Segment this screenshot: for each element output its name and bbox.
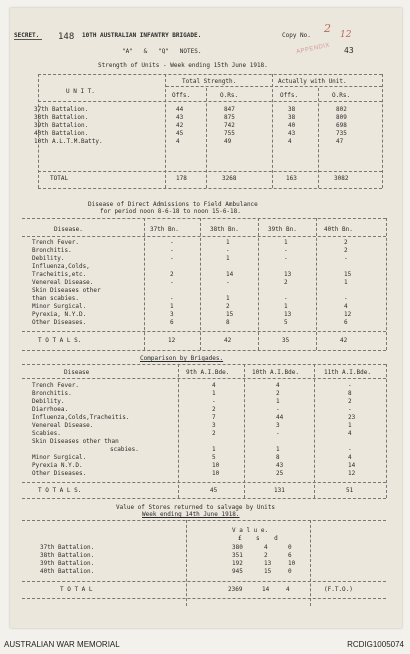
strength-row-actual-ors: 735 (336, 130, 347, 137)
col-divider (314, 364, 315, 498)
strength-row-offs: 44 (176, 106, 184, 113)
col-divider (178, 364, 179, 498)
admissions-row-value: - (170, 255, 174, 262)
appendix-stamp: APPENDIX (295, 42, 331, 56)
salvage-total-s: 14 (262, 586, 270, 593)
notes-heading: "A" & "Q" NOTES. (122, 48, 202, 55)
admissions-row-value: - (170, 247, 174, 254)
cmp-col-disease: Disease (64, 369, 90, 376)
salvage-week: Week ending 14th June 1918. (142, 511, 240, 518)
strength-row-actual-offs: 38 (288, 114, 296, 121)
admissions-row-value: 5 (284, 319, 288, 326)
salvage-row-shillings: 15 (264, 568, 272, 575)
page-number: 43 (344, 46, 354, 55)
rule (22, 378, 386, 379)
doc-number: 148 (58, 32, 75, 42)
table-edge (382, 74, 383, 188)
cmp-col-10th: 10th A.I.Bde. (252, 369, 299, 376)
rule (22, 350, 386, 351)
admissions-title: Disease of Direct Admissions to Field Ambulance (88, 201, 258, 208)
strength-row-ors: 755 (224, 130, 235, 137)
adm-total-40: 42 (340, 337, 348, 344)
strength-row-actual-offs: 4 (288, 138, 292, 145)
adm-total-38: 42 (224, 337, 232, 344)
rule (22, 520, 386, 521)
admissions-row-value: 3 (170, 311, 174, 318)
comparison-row-disease: Venereal Disease. (32, 422, 94, 429)
cmp-total-10th: 131 (274, 487, 285, 494)
admissions-row-value: 2 (226, 303, 230, 310)
comparison-row-disease: scabies. (110, 446, 139, 453)
admissions-row-value: 13 (284, 271, 292, 278)
comparison-row-value: 1 (276, 398, 280, 405)
salvage-row-unit: 38th Battalion. (40, 552, 95, 559)
admissions-row-disease: Minor Surgical. (32, 303, 87, 310)
comparison-row-disease: Minor Surgical. (32, 454, 87, 461)
comparison-row-disease: Other Diseases. (32, 470, 87, 477)
comparison-row-value: 2 (276, 390, 280, 397)
admissions-row-value: 4 (344, 303, 348, 310)
strength-row-actual-ors: 809 (336, 114, 347, 121)
strength-row-actual-ors: 698 (336, 122, 347, 129)
strength-row-actual-offs: 40 (288, 122, 296, 129)
strength-row-offs: 4 (176, 138, 180, 145)
cmp-total-11th: 51 (346, 487, 354, 494)
sub-offs-2: Offs. (280, 92, 299, 99)
strength-actual-ors: 3082 (334, 175, 349, 182)
admissions-row-disease: Trench Fever. (32, 239, 79, 246)
comparison-row-value: 8 (276, 454, 280, 461)
salvage-row-pence: 0 (288, 568, 292, 575)
strength-row-unit: 37th Battalion. (34, 106, 89, 113)
strength-row-ors: 875 (224, 114, 235, 121)
admissions-row-value: 2 (344, 239, 348, 246)
document-page (10, 8, 402, 628)
comparison-row-value: 2 (212, 430, 216, 437)
comparison-row-value: - (212, 398, 216, 405)
admissions-row-value: 1 (226, 255, 230, 262)
sub-ors-1: O.Rs. (220, 92, 239, 99)
col-divider (318, 88, 319, 188)
comparison-row-value: 1 (212, 446, 216, 453)
comparison-row-value: 2 (348, 398, 352, 405)
col-divider (310, 520, 311, 606)
strength-row-actual-ors: 47 (336, 138, 344, 145)
admissions-row-disease: than scabies. (32, 295, 79, 302)
comparison-row-value: 25 (276, 470, 284, 477)
admissions-row-value: 1 (344, 279, 348, 286)
admissions-row-value: 15 (344, 271, 352, 278)
admissions-row-value: - (284, 247, 288, 254)
rule (22, 482, 386, 483)
salvage-row-shillings: 4 (264, 544, 268, 551)
brigade-title: 10TH AUSTRALIAN INFANTRY BRIGADE. (82, 32, 202, 39)
rule (22, 236, 386, 237)
admissions-row-value: 1 (226, 295, 230, 302)
footer-right: RCDIG1005074 (347, 640, 404, 649)
cmp-total-9th: 45 (210, 487, 218, 494)
strength-row-offs: 45 (176, 130, 184, 137)
comparison-row-disease: Trench Fever. (32, 382, 79, 389)
rule (38, 188, 382, 189)
strength-row-actual-ors: 802 (336, 106, 347, 113)
salvage-total-label: T O T A L (60, 586, 93, 593)
rule (22, 218, 386, 219)
admissions-row-value: - (344, 255, 348, 262)
sub-offs-1: Offs. (172, 92, 191, 99)
salvage-row-unit: 40th Battalion. (40, 568, 95, 575)
comparison-row-disease: Bronchitis. (32, 390, 72, 397)
comparison-row-value: 3 (212, 422, 216, 429)
comparison-row-value: 4 (348, 430, 352, 437)
comparison-row-disease: Skin Diseases other than (32, 438, 119, 445)
admissions-row-disease: Skin Diseases other (32, 287, 101, 294)
comparison-row-value: - (348, 446, 352, 453)
comparison-row-value: 7 (212, 414, 216, 421)
strength-total-offs: 178 (176, 175, 187, 182)
admissions-row-value: - (344, 295, 348, 302)
col-divider (244, 364, 245, 498)
rule (38, 171, 382, 172)
strength-row-unit: 39th Battalion. (34, 122, 89, 129)
admissions-row-value: 6 (344, 319, 348, 326)
copy-number-handwritten: 2 (324, 22, 331, 35)
strength-row-actual-offs: 38 (288, 106, 296, 113)
admissions-row-value: - (226, 247, 230, 254)
copy-no: Copy No. (282, 32, 311, 39)
admissions-row-value: 2 (344, 247, 348, 254)
comparison-row-value: 5 (212, 454, 216, 461)
salvage-row-unit: 39th Battalion. (40, 560, 95, 567)
admissions-row-value: 14 (226, 271, 234, 278)
adm-total-label: T O T A L S. (38, 337, 82, 344)
adm-col-disease: Disease. (54, 226, 83, 233)
comparison-row-value: 14 (348, 462, 356, 469)
comparison-row-value: 23 (348, 414, 356, 421)
cmp-col-9th: 9th A.I.Bde. (186, 369, 230, 376)
admissions-row-disease: Influenza,Colds, (32, 263, 90, 270)
comparison-row-value: - (276, 406, 280, 413)
comparison-row-value: 2 (212, 406, 216, 413)
comparison-row-value: 1 (212, 390, 216, 397)
rule (38, 74, 382, 75)
rule (38, 101, 382, 102)
salvage-row-pounds: 192 (232, 560, 243, 567)
salvage-row-pounds: 351 (232, 552, 243, 559)
salvage-row-shillings: 13 (264, 560, 272, 567)
adm-col-39: 39th Bn. (268, 226, 297, 233)
strength-row-unit: 40th Battalion. (34, 130, 89, 137)
comparison-row-value: 4 (212, 382, 216, 389)
comparison-row-value: 4 (348, 454, 352, 461)
rule (22, 581, 386, 582)
admissions-row-value: - (226, 279, 230, 286)
salvage-row-pounds: 380 (232, 544, 243, 551)
adm-col-40: 40th Bn. (324, 226, 353, 233)
comparison-row-value: 4 (276, 382, 280, 389)
comparison-row-value: 12 (348, 470, 356, 477)
adm-total-37: 12 (168, 337, 176, 344)
comparison-row-value: 10 (212, 462, 220, 469)
col-total-strength: Total Strength. (182, 78, 237, 85)
rule (22, 331, 386, 332)
strength-row-ors: 847 (224, 106, 235, 113)
strength-row-offs: 43 (176, 114, 184, 121)
comparison-row-value: 10 (212, 470, 220, 477)
admissions-row-value: 8 (226, 319, 230, 326)
admissions-row-disease: Bronchitis. (32, 247, 72, 254)
strength-row-offs: 42 (176, 122, 184, 129)
comparison-row-disease: Diarrhoea. (32, 406, 69, 413)
salvage-row-pence: 0 (288, 544, 292, 551)
strength-actual-offs: 163 (286, 175, 297, 182)
adm-col-37: 37th Bn. (150, 226, 179, 233)
admissions-row-value: 6 (170, 319, 174, 326)
comparison-row-disease: Scabies. (32, 430, 61, 437)
rule (166, 86, 382, 87)
admissions-row-value: 1 (284, 239, 288, 246)
secret-underline (14, 39, 42, 40)
fto-note: (F.T.O.) (324, 586, 353, 593)
adm-col-38: 38th Bn. (210, 226, 239, 233)
comparison-row-value: 44 (276, 414, 284, 421)
salvage-row-unit: 37th Battalion. (40, 544, 95, 551)
comparison-row-disease: Pyrexia N.Y.D. (32, 462, 83, 469)
comparison-row-value: 8 (348, 390, 352, 397)
strength-row-actual-offs: 43 (288, 130, 296, 137)
admissions-row-value: 1 (226, 239, 230, 246)
admissions-row-value: 1 (284, 303, 288, 310)
comparison-row-disease: Debility. (32, 398, 65, 405)
comparison-row-value: - (348, 406, 352, 413)
strength-row-unit: 10th A.L.T.M.Batty. (34, 138, 103, 145)
salvage-row-pence: 10 (288, 560, 296, 567)
strength-row-unit: 38th Battalion. (34, 114, 89, 121)
salvage-lsd: £ s d (238, 535, 278, 542)
strength-title: Strength of Units - Week ending 15th June 1918. (98, 62, 268, 69)
admissions-row-disease: Debility. (32, 255, 65, 262)
admissions-row-value: - (170, 239, 174, 246)
admissions-row-value: - (170, 279, 174, 286)
admissions-row-value: 13 (284, 311, 292, 318)
cmp-col-11th: 11th A.I.Bde. (324, 369, 371, 376)
col-divider (186, 520, 187, 606)
table-edge (386, 364, 387, 498)
admissions-row-disease: Other Diseases. (32, 319, 87, 326)
admissions-row-value: 12 (344, 311, 352, 318)
salvage-total-l: 2369 (228, 586, 243, 593)
rule (22, 364, 386, 365)
admissions-row-value: - (284, 255, 288, 262)
rule (22, 498, 386, 499)
col-divider (206, 88, 207, 188)
sub-ors-2: O.Rs. (332, 92, 351, 99)
comparison-row-disease: Influenza,Colds,Tracheitis. (32, 414, 130, 421)
comparison-title: Comparison by Brigades. (140, 355, 224, 362)
admissions-row-disease: Venereal Disease. (32, 279, 94, 286)
admissions-period: for period noon 8-6-18 to noon 15-6-18. (100, 208, 241, 215)
comparison-row-value: 43 (276, 462, 284, 469)
admissions-row-disease: Tracheitis,etc. (32, 271, 87, 278)
appendix-number-handwritten: 12 (340, 30, 352, 40)
salvage-row-shillings: 2 (264, 552, 268, 559)
rule (22, 598, 386, 599)
comparison-row-value: - (276, 430, 280, 437)
comparison-row-value: - (348, 382, 352, 389)
comparison-row-value: 1 (276, 446, 280, 453)
strength-row-ors: 49 (224, 138, 232, 145)
salvage-row-pence: 6 (288, 552, 292, 559)
comparison-row-value: 1 (348, 422, 352, 429)
admissions-row-value: - (170, 295, 174, 302)
salvage-total-d: 4 (286, 586, 290, 593)
strength-total-label: TOTAL (50, 175, 69, 182)
adm-total-39: 35 (282, 337, 290, 344)
salvage-title: Value of Stores returned to salvage by Units (116, 504, 275, 511)
admissions-row-value: - (284, 295, 288, 302)
strength-total-ors: 3268 (222, 175, 237, 182)
secret-label: SECRET. (14, 32, 40, 39)
admissions-row-value: 1 (170, 303, 174, 310)
salvage-row-pounds: 945 (232, 568, 243, 575)
admissions-row-value: 15 (226, 311, 234, 318)
cmp-total-label: T O T A L S. (38, 487, 82, 494)
admissions-row-value: 2 (284, 279, 288, 286)
salvage-col-value: V a l u e. (232, 527, 269, 534)
admissions-row-disease: Pyrexia, N.Y.D. (32, 311, 87, 318)
col-unit: U N I T. (66, 88, 95, 95)
footer-left: AUSTRALIAN WAR MEMORIAL (4, 640, 120, 649)
admissions-row-value: 2 (170, 271, 174, 278)
table-edge (386, 218, 387, 350)
comparison-row-value: 3 (276, 422, 280, 429)
col-actual: Actually with Unit. (278, 78, 347, 85)
strength-row-ors: 742 (224, 122, 235, 129)
